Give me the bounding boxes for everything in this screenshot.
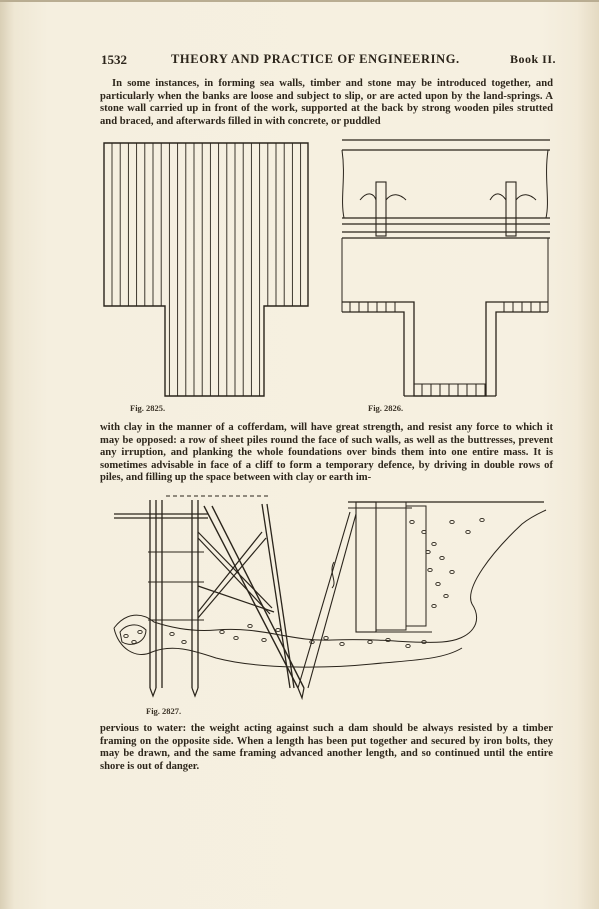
rubble-stone (248, 624, 252, 627)
paragraph-cofferdam: with clay in the manner of a cofferdam, will have great strength, and resist any force to which it may be opposed: a row of sheet piles round the face of such walls, as well as the buttresses, prevent any irruption, and planking the whole foundations over binds them into one entire mass. It is sometimes advisable in face of a cliff to form a temporary defence, by driving in double rows of piles, and filling up the space between with clay or earth im- (100, 422, 553, 484)
page-left-edge (0, 0, 14, 909)
rubble-stone (440, 556, 444, 559)
rubble-stone (428, 568, 432, 571)
rubble-stone (220, 630, 224, 633)
rubble-stone (466, 530, 470, 533)
rubble-stone (432, 542, 436, 545)
caption-fig-2826: Fig. 2826. (368, 403, 404, 413)
rubble-stone (406, 644, 410, 647)
rubble-stone (450, 570, 454, 573)
rubble-stone (170, 632, 174, 635)
figure-2827-timber-framing (112, 492, 552, 704)
caption-fig-2827: Fig. 2827. (146, 706, 182, 716)
page-number: 1532 (101, 52, 127, 67)
rubble-stone (436, 582, 440, 585)
caption-fig-2825: Fig. 2825. (130, 403, 166, 413)
top-rule (0, 0, 599, 2)
paragraph-pervious: pervious to water: the weight acting against such a dam should be always resisted by a timber framing on the opposite side. When a length has been put together and secured by iron bolts, they may be drawn, and the same framing advanced another length, and so continued until the entire shore is out of danger. (100, 723, 553, 772)
rubble-stone (432, 604, 436, 607)
rubble-stone (410, 520, 414, 523)
rubble-stone (480, 518, 484, 521)
rubble-stone (124, 634, 128, 637)
book-label: Book II. (509, 52, 556, 66)
page-right-edge (577, 0, 599, 909)
rubble-stone (262, 638, 266, 641)
rubble-stone (234, 636, 238, 639)
rubble-stone (368, 640, 372, 643)
rubble-stone (324, 636, 328, 639)
rubble-stone (444, 594, 448, 597)
figure-2825-sheet-piles (100, 140, 312, 400)
rubble-stone (450, 520, 454, 523)
running-title: THEORY AND PRACTICE OF ENGINEERING. (171, 52, 460, 66)
paragraph-intro: In some instances, in forming sea walls, timber and stone may be introduced together, and particularly when the banks are loose and subject to slip, or are acted upon by the land-springs. A stone wall carried up in front of the work, supported at the back by strong wooden piles strutted and braced, and afterwards filled in with concrete, or puddled (100, 78, 553, 127)
rubble-stone (276, 628, 280, 631)
figure-2826-foundation (336, 138, 554, 400)
rubble-stone (138, 630, 142, 633)
rubble-stone (340, 642, 344, 645)
rubble-stone (132, 640, 136, 643)
rubble-stone (182, 640, 186, 643)
running-header (101, 52, 556, 68)
